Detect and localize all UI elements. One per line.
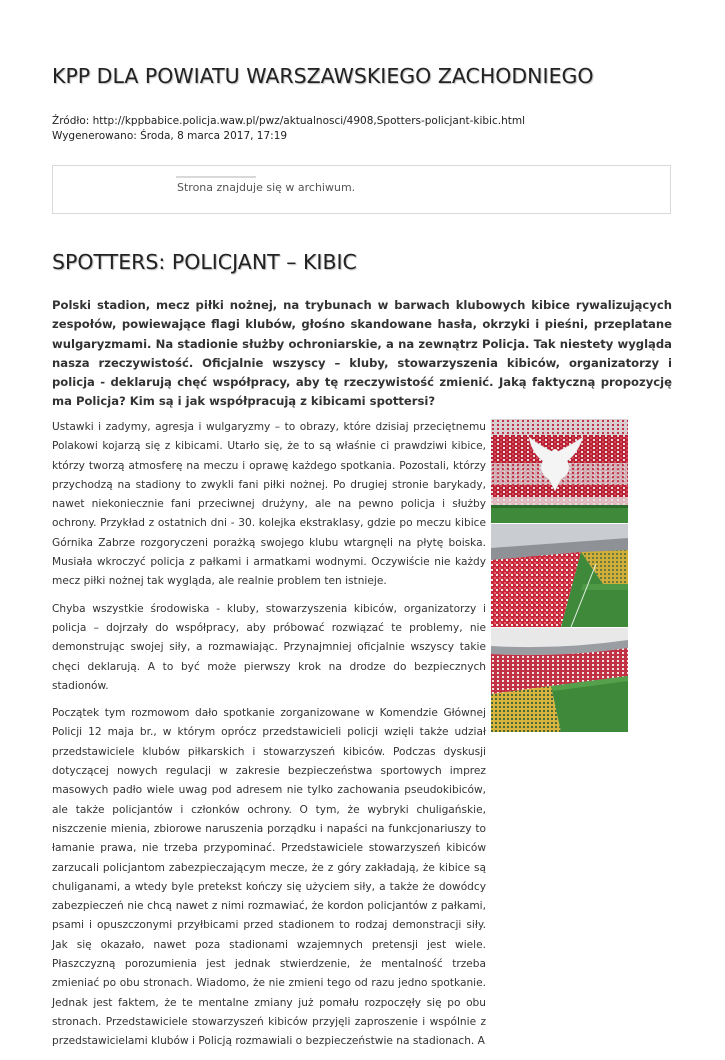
- article-paragraph-1: Ustawki i zadymy, agresja i wulgaryzmy – to obrazy, które dzisiaj przeciętnemu Polakowi kojarzą się z kibicami. Utarło się, że to są właśnie ci prawdziwi kibice, którzy tworzą atmosferę na meczu i oprawę każdego spotkania. Pozostali, którzy przychodzą na stadiony to zwykli fani piłki nożnej. Po drugiej stronie barykady, nawet niekoniecznie fani przeciwnej drużyny, ale na pewno policja i służby ochrony. Przykład z ostatnich dni - 30. kolejka ekstraklasy, gdzie po meczu kibice Górnika Zabrze rozgoryczeni porażką swojego klubu wtargnęli na płytę boiska. Musiała wkroczyć policja z pałkami i armatkami wodnymi. Oczywiście nie każdy mecz piłki nożnej tak wygląda, ale realnie problem ten istnieje.: [52, 421, 486, 588]
- article-lead: Polski stadion, mecz piłki nożnej, na trybunach w barwach klubowych kibice rywalizujących zespołów, powiewające flagi klubów, głośno skandowane hasła, okrzyki i pieśni, przeplatane wulgaryzmami. Na stadionie służby ochroniarskie, a na zewnątrz Policja. Tak niestety wygląda nasza rzeczywistość. Oficjalnie wszyscy – kluby, stowarzyszenia kibiców, organizatorzy i policja - deklarują chęć współpracy, aby tę rzeczywistość zmienić. Jaką faktyczną propozycję ma Policja? Kim są i jak współpracują z kibicami spottersi?: [52, 298, 672, 409]
- source-url-line: Źródło: http://kppbabice.policja.waw.pl/pwz/aktualnosci/4908,Spotters-policjant-kibic.html: [52, 115, 525, 127]
- archive-divider: [176, 176, 256, 178]
- article-body: [52, 418, 486, 1060]
- stadium-photo-stands: [491, 524, 628, 627]
- stadium-stands-image: [491, 524, 628, 627]
- stadium-eagle-image: [491, 419, 628, 523]
- stadium-photo-roof: [491, 628, 628, 732]
- source-info: [52, 114, 682, 144]
- generated-date-line: Wygenerowano: Środa, 8 marca 2017, 17:19: [52, 130, 288, 142]
- stadium-roof-image: [491, 628, 628, 732]
- article-paragraph-2: Chyba wszystkie środowiska - kluby, stowarzyszenia kibiców, organizatorzy i policja – dojrzały do współpracy, aby próbować rozwiązać te problemy, nie demonstrując swojej siły, a rozmawiając. Przynajmniej oficjalnie wszyscy takie chęci deklarują. A to być może pierwszy krok na drodze do bezpiecznych stadionów.: [52, 602, 486, 692]
- archive-notice: Strona znajduje się w archiwum.: [177, 181, 356, 194]
- article-title: SPOTTERS: POLICJANT – KIBIC: [52, 250, 357, 274]
- article-paragraph-3: Początek tym rozmowom dało spotkanie zorganizowane w Komendzie Głównej Policji 12 maja br., w którym oprócz przedstawicieli policji wzięli także udział przedstawiciele klubów piłkarskich i stowarzyszeń kibiców. Podczas dyskusji dotyczącej nowych regulacji w zakresie bezpieczeństwa sportowych imprez masowych padło wiele uwag pod adresem nie tylko zachowania pseudokibiców, ale także policjantów i członków ochrony. O tym, że wybryki chuligańskie, niszczenie mienia, zbiorowe naruszenia porządku i napaści na funkcjonariuszy to łamanie prawa, nie trzeba przypominać. Przedstawiciele stowarzyszeń kibiców zarzucali policjantom zabezpieczającym mecze, że z góry zakładają, że kibice są chuliganami, a wtedy byle pretekst kończy się użyciem siły, a także że dowódcy zabezpieczeń nie chcą nawet z nimi rozmawiać, że kordon policjantów z pałkami, psami i opuszczonymi przyłbicami przed stadionem to rodzaj demonstracji siły. Jak się okazało, nawet poza stadionami wzajemnych pretensji jest wiele. Płaszczyzną porozumienia jest jednak stwierdzenie, że mentalność trzeba zmieniać po obu stronach. Wiadomo, że nie zmieni tego od razu jedno spotkanie. Jednak jest faktem, że te mentalne zmiany już pomału rozpoczęły się po obu stronach. Przedstawiciele stowarzyszeń kibiców przyjęli zaproszenie i wspólnie z przedstawicielami klubów i Policją rozmawiali o bezpieczeństwie na stadionach. A: [52, 707, 486, 1048]
- stadium-photo-eagle-banner: [491, 419, 628, 523]
- site-title: KPP DLA POWIATU WARSZAWSKIEGO ZACHODNIEGO: [52, 64, 594, 88]
- archive-notice-box: [52, 165, 671, 214]
